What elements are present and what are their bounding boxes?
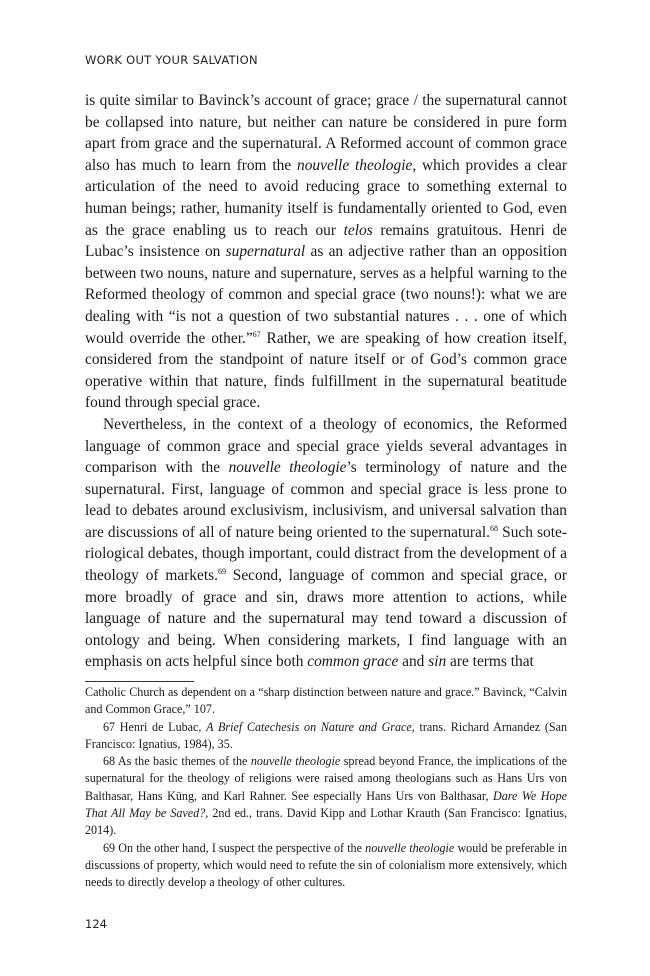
footnote-ref-67[interactable]: 67 — [252, 329, 261, 339]
paragraph-1: is quite similar to Bavinck’s account of grace; grace / the supernatural cannot be collapsed into nature, but neither can nature be considered in pure form apart from grace and the supernatural. A Reformed account of common grace also has much to learn from the nouvelle theologie, which provides a clear articulation of the need to avoid reducing grace to something external to human beings; rather, humanity itself is fundamentally oriented to God, even as the grace enabling us to reach our telos remains gratuitous. Henri de Lubac’s insistence on supernatural as an adjective rather than an opposition between two nouns, nature and supernature, serves as a helpful warning to the Reformed theology of common and special grace (two nouns!): what we are dealing with “is not a question of two substantial natures . . . one of which would override the other.”$^{67}$ Rather, we are speaking of how creation itself, considered from the standpoint of nature itself or of God’s common grace operative within that nature, finds fulfillment in the supernatural beatitude found through special grace. — [85, 92, 567, 412]
paragraph-2: Nevertheless, in the context of a theology of economics, the Reformed language of common grace and special grace yields several advantages in comparison with the nouvelle theologie’s terminology of nature and the supernatural. First, language of common and special grace is less prone to lead to debates around exclusivism, inclusivism, and universal salvation than are discussions of all of nature being oriented to the supernatural.$^{68}$ Such soteriological debates, though important, could distract from the development of a theology of markets.$^{69}$ Second, language of common and special grace, or more broadly of grace and sin, draws more attention to actions, while language of nature and the supernatural may tend toward a discussion of ontology and being. When considering markets, I find language with an emphasis on acts helpful since both common grace and sin are terms that — [85, 415, 567, 671]
page-number: 124 — [85, 917, 107, 931]
footnote-divider — [85, 681, 194, 682]
footnote-ref-69[interactable]: 69 — [217, 566, 226, 576]
footnote-67: 67 Henri de Lubac, A Brief Catechesis on Nature and Grace, trans. Richard Arnandez (San Francisco: Ignatius, 1984), 35. — [85, 719, 567, 751]
footnote-68: 68 As the basic themes of the nouvelle theologie spread beyond France, the implications of the supernatural for the theology of religions were raised among theologians such as Hans Urs von Balthasar, Hans Küng, and Karl Rahner. See especially Hans Urs von Balthasar, Dare We Hope That All May be Saved?, 2nd ed., trans. David Kipp and Lothar Krauth (San Francisco: Ignatius, 2014). — [85, 754, 567, 838]
running-head: WORK OUT YOUR SALVATION — [85, 53, 258, 67]
footnotes — [85, 684, 567, 892]
body-text — [85, 90, 567, 673]
footnote-69: 69 On the other hand, I suspect the perspective of the nouvelle theologie would be preferable in discussions of property, which would need to refute the sin of colonialism more extensively, which needs to directly develop a theology of other cultures. — [85, 840, 567, 890]
footnote-ref-68[interactable]: 68 — [490, 523, 499, 533]
footnote-continuation: Catholic Church as dependent on a “sharp distinction between nature and grace.” Bavinck, “Calvin and Common Grace,” 107. — [85, 685, 567, 717]
